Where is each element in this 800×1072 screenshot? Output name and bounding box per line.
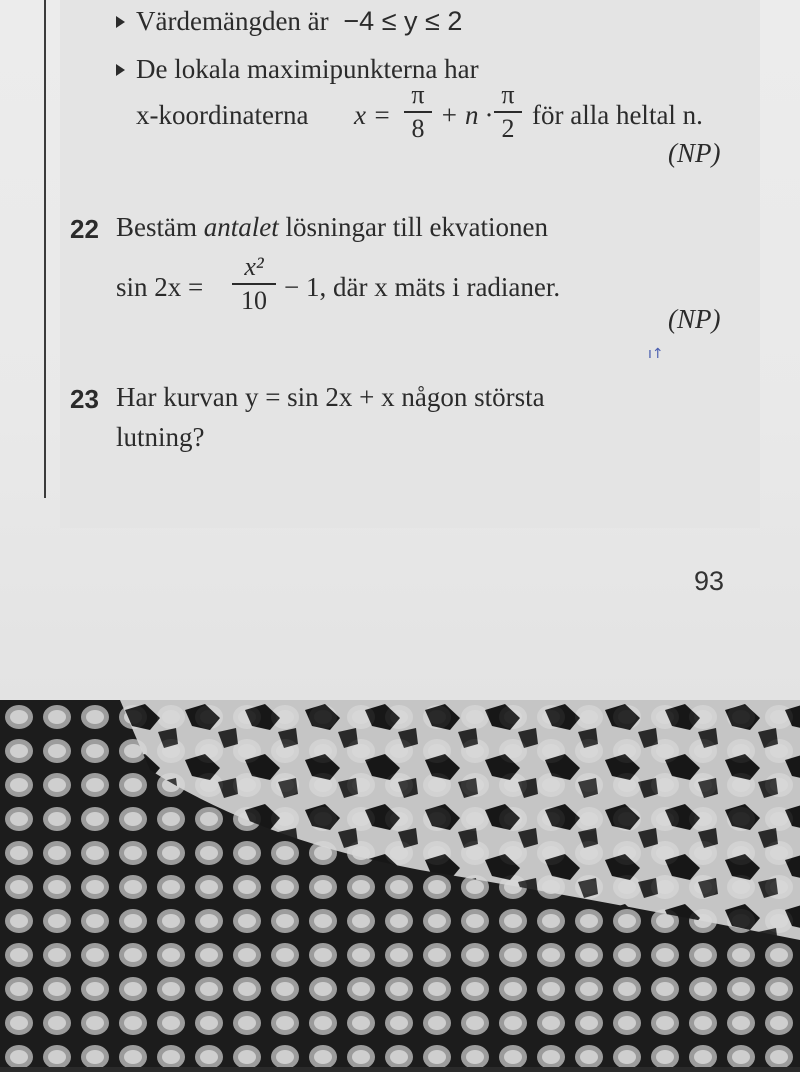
fraction-bar [404, 111, 432, 113]
frac1-denominator: 8 [411, 114, 425, 143]
fraction-x2-over-10 [232, 254, 276, 314]
maxima-suffix: för alla heltal n. [532, 100, 703, 130]
fraction-pi-over-2 [494, 82, 522, 142]
maxima-expr-lhs: x = [354, 100, 391, 130]
problem-22-emphasis: antalet [203, 212, 279, 242]
np-tag: (NP) [668, 138, 721, 168]
frac2-numerator: π [501, 80, 515, 109]
problem-22-eq-lhs: sin 2x = [116, 272, 204, 302]
problem-23-line1: Har kurvan y = sin 2x + x någon största [116, 382, 545, 412]
maxima-line2-prefix [136, 102, 308, 129]
bullet-marker-icon [116, 16, 125, 28]
frac-numerator: x² [244, 252, 264, 281]
bullet-marker-icon [116, 64, 125, 76]
snakeskin-background [0, 700, 800, 1067]
fraction-bar [494, 111, 522, 113]
problem-22-number: 22 [70, 214, 99, 244]
maxima-line1: De lokala maximipunkterna har [136, 54, 479, 84]
pen-mark: ı↑ [648, 346, 664, 362]
maxima-expr-mid: + n · [440, 100, 492, 130]
fraction-bar [232, 283, 276, 285]
problem-22-eq-rest: − 1, där x mäts i radianer. [284, 272, 561, 302]
problem-22-text-before: Bestäm [116, 212, 197, 242]
np-tag: (NP) [668, 304, 721, 334]
problem-22-text [116, 214, 548, 241]
maxima-prefix-text: x-koordinaterna [136, 100, 309, 130]
margin-rule [44, 0, 46, 498]
range-expression: −4 ≤ y ≤ 2 [343, 6, 463, 36]
frac-denominator: 10 [241, 286, 267, 315]
snakeskin-pattern-icon [0, 700, 800, 1067]
page-number: 93 [694, 566, 725, 596]
fraction-pi-over-8 [404, 82, 432, 142]
range-label: Värdemängden är [136, 6, 329, 36]
problem-23-number: 23 [70, 384, 99, 414]
frac1-numerator: π [411, 80, 425, 109]
problem-22-text-after: lösningar till ekvationen [285, 212, 548, 242]
range-statement [136, 8, 462, 35]
frac2-denominator: 2 [501, 114, 515, 143]
problem-23-line2: lutning? [116, 422, 205, 452]
